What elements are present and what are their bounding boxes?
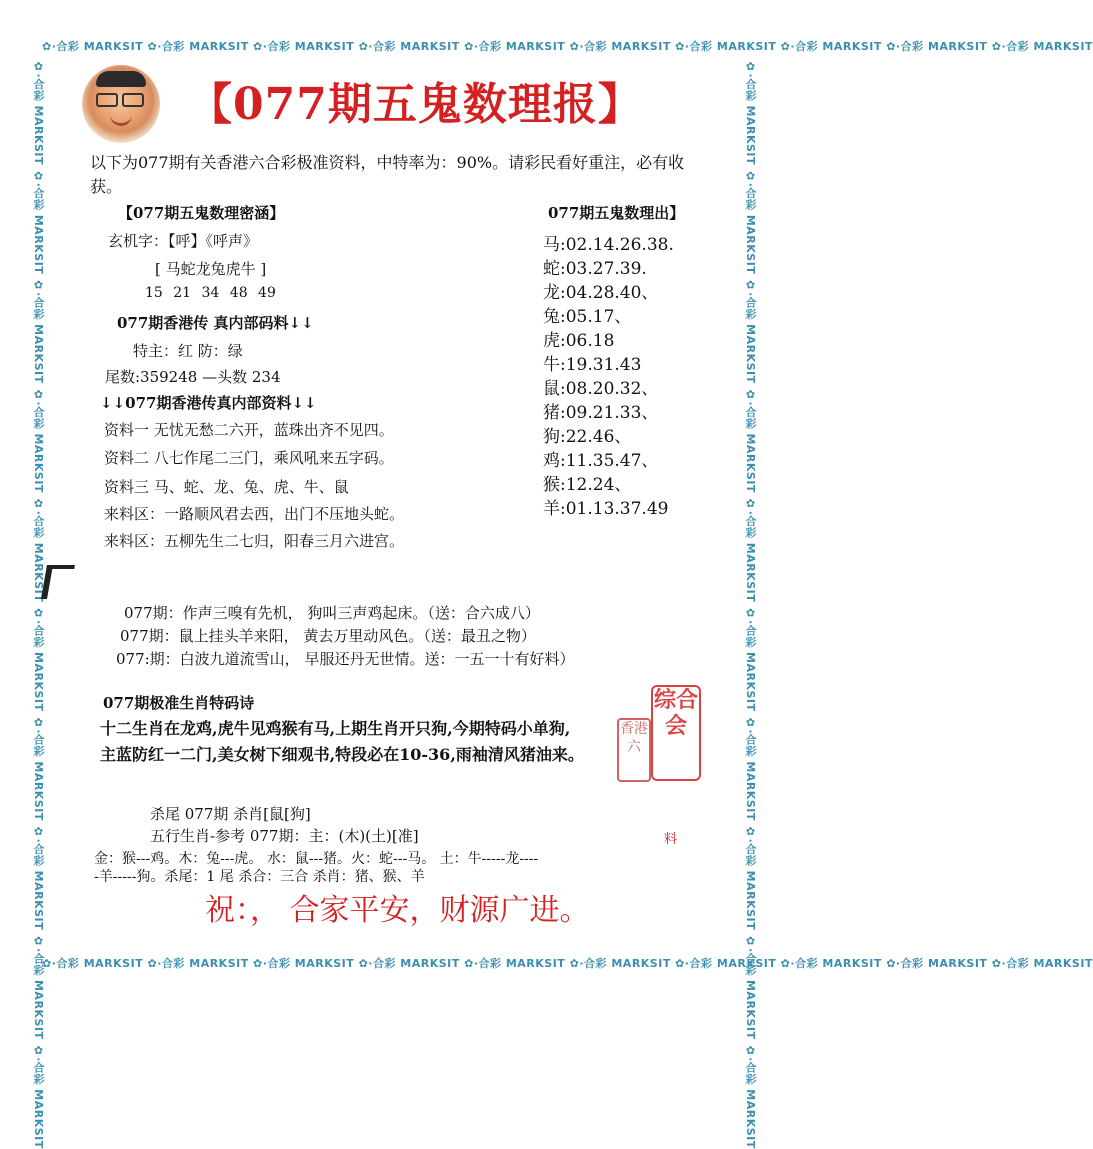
watermark-top-band: ✿·合彩 MARKSIT ✿·合彩 MARKSIT ✿·合彩 MARKSIT ✿·合彩 MARKSIT ✿·合彩 MARKSIT ✿·合彩 MARKSIT ✿·合彩 MARKSIT ✿·合彩 MARKSIT ✿·合彩 MARKSIT ✿·合彩 MARKSIT xyxy=(42,40,1093,53)
left-section-title: 【077期五鬼数理密涵】 xyxy=(118,204,285,222)
elements-line-2: -羊-----狗。杀尾：1 尾 杀合：三合 杀肖：猪、猴、羊 xyxy=(94,869,425,885)
poem-title: 077期极准生肖特码诗 xyxy=(103,694,255,712)
data-item-3: 资料三 马、蛇、龙、兔、虎、牛、鼠 xyxy=(104,478,349,496)
smile-icon xyxy=(110,115,132,126)
intro-line-2: 获。 xyxy=(90,177,123,196)
scan-edge-mark xyxy=(41,565,75,599)
list-item: 马:02.14.26.38. xyxy=(543,235,674,255)
watermark-right-band: ✿·合彩 MARKSIT ✿·合彩 MARKSIT ✿·合彩 MARKSIT ✿·合彩 MARKSIT ✿·合彩 MARKSIT ✿·合彩 MARKSIT ✿·合彩 MARKSIT ✿·合彩 MARKSIT ✿·合彩 MARKSIT ✿·合彩 MARKSIT xyxy=(744,60,757,1149)
glasses-icon xyxy=(96,93,146,103)
data-item-1: 资料一 无忧无愁二六开，蓝珠出齐不见四。 xyxy=(104,421,394,439)
inside-code-title: 077期香港传 真内部码料↓↓ xyxy=(117,314,314,332)
special-color: 特主：红 防：绿 xyxy=(133,342,243,360)
list-item: 狗:22.46、 xyxy=(543,427,632,447)
right-section-title: 077期五鬼数理出】 xyxy=(548,204,685,222)
source-item-1: 来料区：一路顺风君去西，出门不压地头蛇。 xyxy=(104,505,405,523)
list-item: 虎:06.18 xyxy=(543,331,615,351)
source-item-2: 来料区：五柳先生二七归，阳春三月六进宫。 xyxy=(104,532,405,550)
list-item: 龙:04.28.40、 xyxy=(543,283,659,303)
list-item: 鸡:11.35.47、 xyxy=(543,451,659,471)
portrait-hair xyxy=(96,71,146,87)
list-item: 猪:09.21.33、 xyxy=(543,403,659,423)
seal-stamp: 综合会 xyxy=(651,685,701,781)
riddle-line-2: 077期：鼠上挂头羊来阳， 黄去万里动风色。（送：最丑之物） xyxy=(120,627,536,645)
small-red-mark: 料 xyxy=(664,832,678,847)
blessing-text: 祝：， 合家平安，财源广进。 xyxy=(205,893,590,928)
mystery-word: 玄机字：【呼】《呼声》 xyxy=(108,232,259,250)
watermark-bottom-band: ✿·合彩 MARKSIT ✿·合彩 MARKSIT ✿·合彩 MARKSIT ✿·合彩 MARKSIT ✿·合彩 MARKSIT ✿·合彩 MARKSIT ✿·合彩 MARKSIT ✿·合彩 MARKSIT ✿·合彩 MARKSIT ✿·合彩 MARKSIT xyxy=(42,957,1093,970)
poem-line-2: 主蓝防红一二门,美女树下细观书,特段必在10-36,雨袖清风猪油来。 xyxy=(100,745,584,764)
watermark-left-band: ✿·合彩 MARKSIT ✿·合彩 MARKSIT ✿·合彩 MARKSIT ✿·合彩 MARKSIT ✿·合彩 MARKSIT ✿·合彩 MARKSIT ✿·合彩 MARKSIT ✿·合彩 MARKSIT ✿·合彩 MARKSIT ✿·合彩 MARKSIT xyxy=(32,60,45,1149)
page-title: 【077期五鬼数理报】 xyxy=(188,79,643,130)
inside-data-title: ↓↓077期香港传真内部资料↓↓ xyxy=(100,394,317,412)
tail-numbers: 尾数:359248 —头数 234 xyxy=(105,368,281,386)
poem-line-1: 十二生肖在龙鸡,虎牛见鸡猴有马,上期生肖开只狗,今期特码小单狗, xyxy=(100,719,571,738)
list-item: 牛:19.31.43 xyxy=(543,355,642,375)
portrait-avatar xyxy=(82,65,160,143)
five-elements-ref: 五行生肖-参考 077期：主：(木)(土)[准] xyxy=(150,827,419,845)
list-item: 猴:12.24、 xyxy=(543,475,632,495)
zodiac-list: [ 马蛇龙兔虎牛 ] xyxy=(155,260,267,278)
seal-stamp-small: 香港六 xyxy=(617,718,651,782)
elements-line-1: 金：猴---鸡。木：兔---虎。 水：鼠---猪。火：蛇---马。 土：牛-----龙---- xyxy=(94,851,539,867)
list-item: 鼠:08.20.32、 xyxy=(543,379,659,399)
number-list: 15 21 34 48 49 xyxy=(145,285,276,301)
riddle-line-3: 077:期：白波九道流雪山， 早服还丹无世情。送：一五一十有好料） xyxy=(116,650,575,668)
intro-line-1: 以下为077期有关香港六合彩极准资料，中特率为：90%。请彩民看好重注，必有收 xyxy=(90,153,685,172)
kill-line: 杀尾 077期 杀肖[鼠[狗] xyxy=(150,805,311,823)
list-item: 羊:01.13.37.49 xyxy=(543,499,669,519)
data-item-2: 资料二 八七作尾二三门，乘风吼来五字码。 xyxy=(104,449,394,467)
zodiac-number-list xyxy=(543,230,733,520)
list-item: 兔:05.17、 xyxy=(543,307,632,327)
list-item: 蛇:03.27.39. xyxy=(543,259,647,279)
riddle-line-1: 077期：作声三嗅有先机， 狗叫三声鸡起床。（送：合六成八） xyxy=(124,604,540,622)
